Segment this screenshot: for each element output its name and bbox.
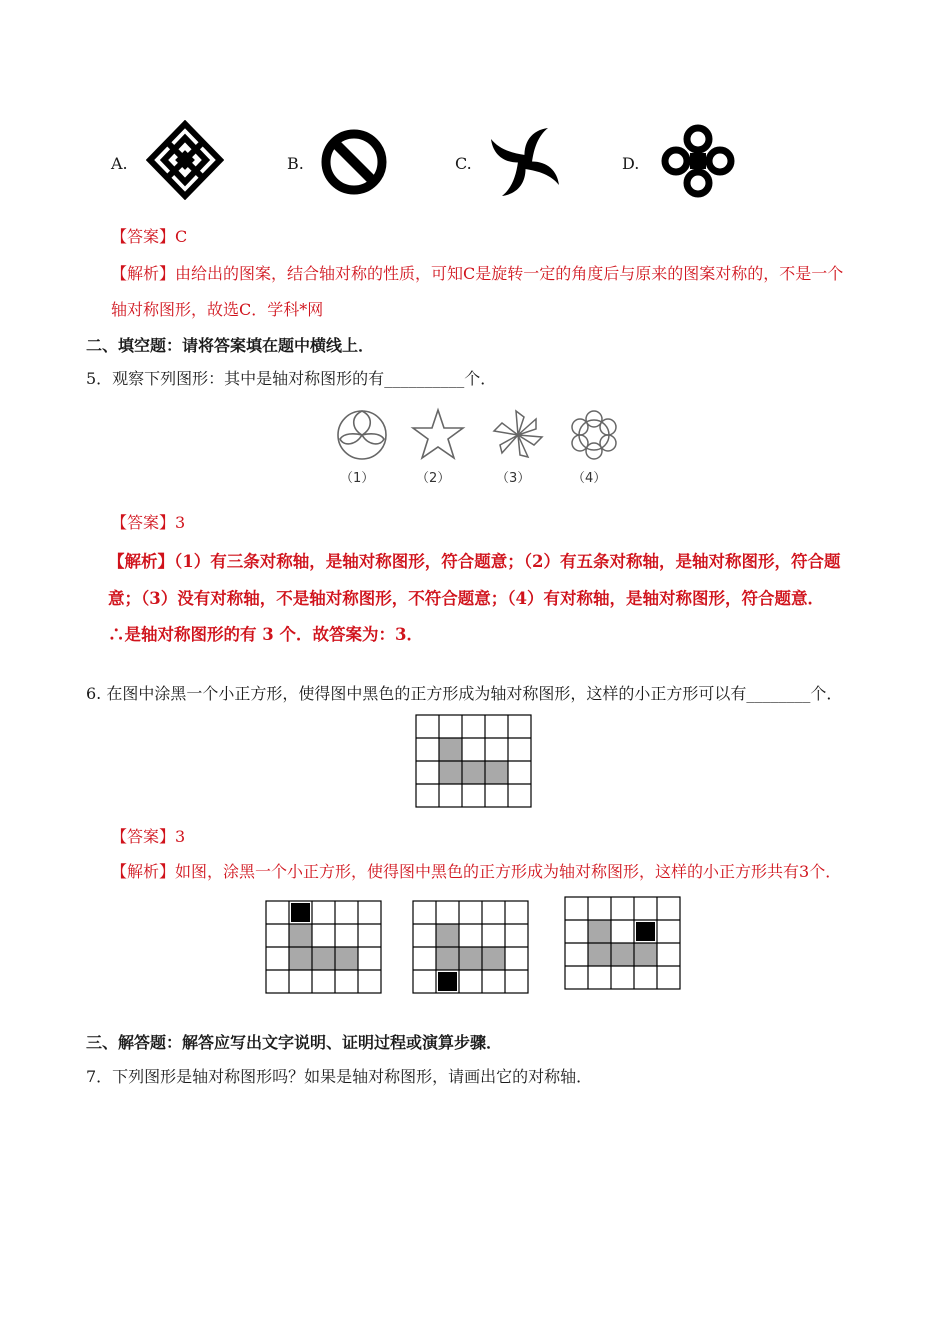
- option-b-label: B.: [287, 154, 304, 173]
- q6-answer-blank[interactable]: ________: [746, 684, 811, 703]
- explanation-tag: 【解析】: [108, 552, 174, 571]
- explanation-tag: 【解析】: [111, 264, 176, 283]
- q7-question: 7．下列图形是轴对称图形吗？如果是轴对称图形，请画出它的对称轴．: [86, 1067, 593, 1086]
- q5-question: [86, 368, 496, 390]
- section2-heading: 二、填空题：请将答案填在题中横线上．: [86, 336, 375, 355]
- q6-question: [86, 683, 842, 705]
- flower-icon: [566, 407, 622, 463]
- q5-explanation-line3: ∴是轴对称图形的有 3 个．故答案为：3．: [108, 625, 423, 644]
- answer-value: 3: [175, 827, 186, 846]
- section3-heading: 三、解答题：解答应写出文字说明、证明过程或演算步骤．: [86, 1033, 503, 1052]
- q5-answer: [111, 512, 185, 534]
- q4-explanation-line2: 轴对称图形，故选C．学科*网: [111, 300, 324, 319]
- figure-label-3: （3）: [496, 471, 531, 486]
- answer-tag: 【答案】: [111, 827, 176, 846]
- q5-question-end: 个．: [464, 369, 497, 388]
- explanation-text: （1）有三条对称轴，是轴对称图形，符合题意；（2）有五条对称轴，是轴对称图形，符合题: [174, 552, 841, 571]
- explanation-text: 由给出的图案，结合轴对称的性质，可知C是旋转一定的角度后与原来的图案对称的，不是一个: [175, 264, 844, 283]
- answer-tag: 【答案】: [111, 513, 176, 532]
- figure-label-2: （2）: [416, 471, 451, 486]
- q5-figures: [330, 405, 630, 485]
- q5-answer-blank[interactable]: __________: [384, 369, 465, 388]
- prohibition-sign-icon: [320, 128, 388, 196]
- q5-question-text: 5．观察下列图形：其中是轴对称图形的有: [86, 369, 385, 388]
- explanation-tag: 【解析】: [111, 862, 176, 881]
- q4-answer: [111, 226, 187, 248]
- figure-label-4: （4）: [572, 471, 607, 486]
- q6-question-end: 个．: [810, 684, 843, 703]
- star-icon: [410, 407, 466, 463]
- q6-explanation-line1: [111, 861, 841, 883]
- q6-grid-figure: [414, 713, 534, 809]
- figure-label-1: （1）: [340, 471, 375, 486]
- q5-explanation-line1: [108, 551, 840, 573]
- four-circles-icon: [660, 122, 736, 200]
- q6-question-text: 6. 在图中涂黑一个小正方形，使得图中黑色的正方形成为轴对称图形，这样的小正方形可以有: [86, 684, 747, 703]
- option-d-label: D.: [622, 154, 640, 173]
- solution-grid-2: [411, 899, 531, 995]
- swirl-pinwheel-icon: [486, 122, 564, 202]
- q4-explanation-line1: [111, 263, 843, 285]
- answer-tag: 【答案】: [111, 227, 176, 246]
- q5-explanation-line2: 意；（3）没有对称轴，不是轴对称图形，不符合题意；（4）有对称轴，是轴对称图形，符合题意．: [108, 589, 824, 608]
- pinwheel-icon: [490, 407, 546, 463]
- answer-value: C: [175, 227, 188, 246]
- q4-options: [0, 118, 950, 208]
- option-a-label: A.: [111, 154, 128, 173]
- explanation-text: 如图，涂黑一个小正方形，使得图中黑色的正方形成为轴对称图形，这样的小正方形共有3个．: [175, 862, 842, 881]
- solution-grid-3: [563, 895, 683, 991]
- answer-value: 3: [175, 513, 186, 532]
- three-petal-circle-icon: [334, 407, 390, 463]
- solution-grid-1: [264, 899, 384, 995]
- q6-answer: [111, 826, 185, 848]
- option-c-label: C.: [455, 154, 472, 173]
- knot-icon: [146, 120, 224, 200]
